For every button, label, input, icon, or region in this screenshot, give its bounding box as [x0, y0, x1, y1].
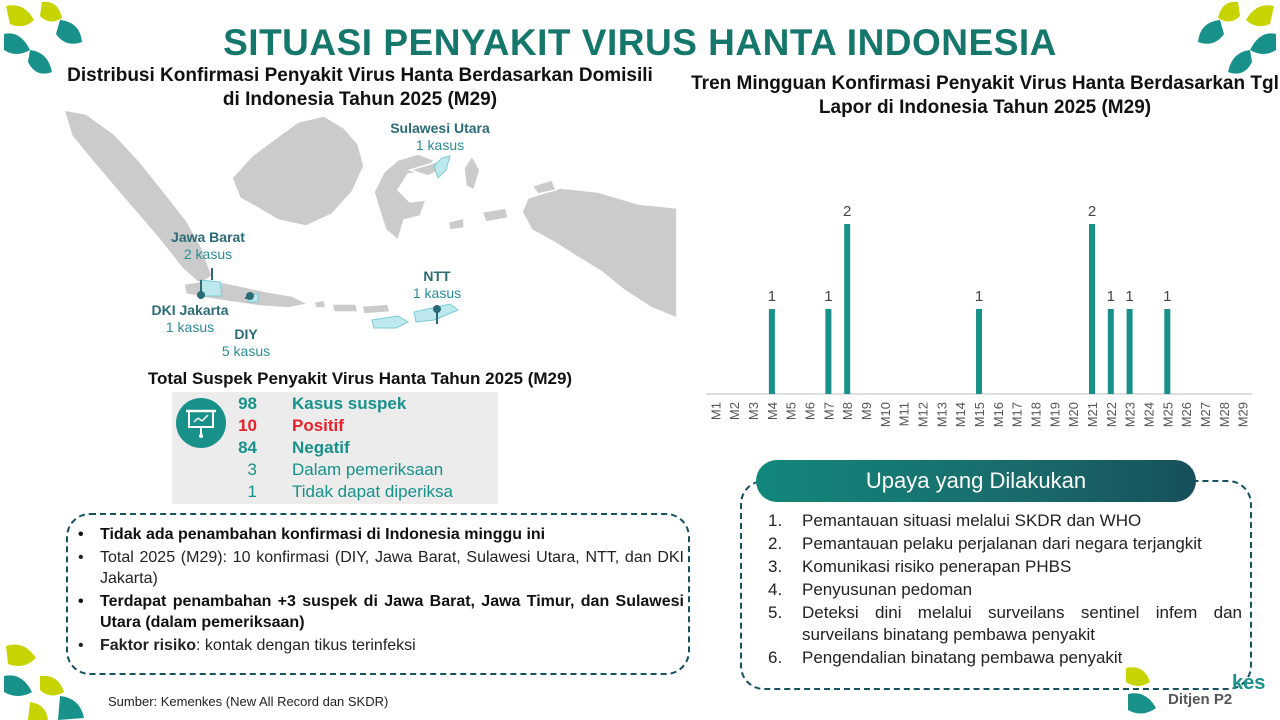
- suspek-label: Positif: [292, 416, 344, 435]
- region-count: 1 kasus: [415, 137, 465, 153]
- weekly-trend-chart: [700, 170, 1260, 440]
- label-jawa-barat: [148, 229, 268, 263]
- upaya-item: [764, 510, 1242, 532]
- data-label-m15: 1: [974, 288, 984, 305]
- tick-label-m8: M8: [840, 402, 856, 421]
- suspek-row-tidak-diperiksa: [232, 481, 502, 503]
- tick-label-m1: M1: [708, 402, 724, 421]
- label-diy: [206, 326, 286, 360]
- region-name: NTT: [423, 268, 451, 284]
- suspek-label: Kasus suspek: [292, 394, 407, 413]
- tick-label-m26: M26: [1179, 401, 1195, 428]
- tick-label-m19: M19: [1047, 402, 1063, 428]
- upaya-item: [764, 647, 1242, 669]
- tick-label-m3: M3: [746, 402, 762, 421]
- data-label-m7: 1: [824, 288, 833, 305]
- brand-logo-text: kes: [1232, 672, 1266, 694]
- chart-title: Tren Mingguan Konfirmasi Penyakit Virus Hanta Berdasarkan Tgl Lapor di Indonesia Tahun 2025 (M29): [691, 73, 1279, 118]
- bar-m25: [1164, 309, 1170, 394]
- notes-list: [78, 524, 684, 658]
- suspek-number: 84: [238, 438, 257, 457]
- tick-label-m23: M23: [1122, 402, 1138, 428]
- tick-label-m13: M13: [934, 402, 950, 428]
- tick-label-m7: M7: [821, 402, 837, 421]
- upaya-item-number: 1.: [768, 511, 783, 530]
- upaya-item-text: Penyusunan pedoman: [802, 580, 973, 599]
- tick-label-m6: M6: [802, 402, 818, 421]
- suspek-row-positif: [232, 415, 502, 437]
- tick-label-m17: M17: [1009, 402, 1025, 428]
- region-count: 2 kasus: [183, 246, 233, 262]
- bar-m7: [825, 309, 831, 394]
- bar-m23: [1127, 309, 1133, 394]
- bar-m4: [769, 309, 775, 394]
- upaya-list: [764, 510, 1242, 670]
- label-ntt: [392, 268, 482, 302]
- suspek-title: Total Suspek Penyakit Virus Hanta Tahun 2025 (M29): [147, 369, 573, 388]
- map-title: Distribusi Konfirmasi Penyakit Virus Hanta Berdasarkan Domisili di Indonesia Tahun 2025 (M29): [67, 65, 653, 110]
- suspek-number: 3: [247, 460, 257, 479]
- upaya-item: [764, 533, 1242, 555]
- note-item-rest: : kontak dengan tikus terinfeksi: [196, 637, 416, 654]
- tick-label-m16: M16: [990, 402, 1006, 428]
- tick-label-m18: M18: [1028, 402, 1044, 428]
- upaya-item: [764, 602, 1242, 646]
- page-title: SITUASI PENYAKIT VIRUS HANTA INDONESIA: [223, 22, 1057, 63]
- tick-label-m20: M20: [1066, 402, 1082, 428]
- note-item: • Tidak ada penambahan konfirmasi di Indonesia minggu ini: [78, 524, 684, 545]
- region-count: 5 kasus: [221, 343, 271, 359]
- note-item: [78, 635, 684, 656]
- data-label-m22: 1: [1106, 288, 1115, 305]
- tick-label-m5: M5: [783, 402, 799, 421]
- tick-label-m28: M28: [1216, 402, 1232, 428]
- suspek-label: Negatif: [292, 438, 350, 457]
- region-count: 1 kasus: [165, 319, 215, 335]
- source-note: Sumber: Kemenkes (New All Record dan SKDR): [108, 694, 389, 709]
- region-name: DKI Jakarta: [151, 302, 229, 318]
- region-name: Sulawesi Utara: [390, 120, 490, 136]
- bar-m21: [1089, 224, 1095, 394]
- data-label-m21: 2: [1087, 203, 1097, 220]
- bar-m8: [844, 224, 850, 394]
- note-item: • Total 2025 (M29): 10 konfirmasi (DIY, Jawa Barat, Sulawesi Utara, NTT, dan DKI Jakarta): [78, 547, 684, 589]
- suspek-number: 98: [238, 394, 257, 413]
- tick-label-m12: M12: [915, 402, 931, 428]
- tick-label-m22: M22: [1103, 402, 1119, 428]
- data-label-m23: 1: [1125, 288, 1134, 305]
- suspek-label: Dalam pemeriksaan: [292, 460, 444, 479]
- suspek-row-pemeriksaan: [232, 459, 502, 481]
- upaya-item-number: 5.: [768, 603, 783, 622]
- region-count: 1 kasus: [412, 285, 462, 301]
- tick-label-m29: M29: [1235, 402, 1251, 428]
- tick-label-m25: M25: [1160, 402, 1176, 428]
- brand-label: Ditjen P2: [1168, 691, 1233, 708]
- suspek-row-kasus: [232, 393, 502, 415]
- upaya-item-number: 2.: [768, 534, 783, 553]
- tick-label-m14: M14: [953, 402, 969, 428]
- upaya-item-number: 3.: [768, 557, 783, 576]
- suspek-number: 10: [238, 416, 257, 435]
- suspek-label: Tidak dapat diperiksa: [292, 482, 453, 501]
- upaya-item-text: Pemantauan pelaku perjalanan dari negara terjangkit: [802, 534, 1202, 553]
- note-item: • Terdapat penambahan +3 suspek di Jawa Barat, Jawa Timur, dan Sulawesi Utara (dalam pemeriksaan): [78, 591, 684, 633]
- tick-label-m24: M24: [1141, 402, 1157, 428]
- upaya-item-number: 4.: [768, 580, 783, 599]
- suspek-number: 1: [247, 482, 257, 501]
- suspek-row-negatif: [232, 437, 502, 459]
- data-label-m8: 2: [843, 203, 852, 220]
- upaya-item: [764, 556, 1242, 578]
- tick-label-m15: M15: [972, 402, 987, 428]
- upaya-item-number: 6.: [768, 648, 783, 667]
- tick-label-m10: M10: [877, 402, 893, 428]
- tick-label-m9: M9: [859, 402, 874, 421]
- upaya-item: [764, 579, 1242, 601]
- tick-label-m11: M11: [896, 402, 912, 427]
- tick-label-m27: M27: [1197, 402, 1213, 428]
- upaya-item-text: Komunikasi risiko penerapan PHBS: [802, 557, 1072, 576]
- bar-m15: [976, 309, 982, 394]
- data-label-m4: 1: [767, 288, 777, 305]
- region-name: Jawa Barat: [171, 229, 245, 245]
- tick-label-m4: M4: [764, 402, 780, 421]
- presentation-board-icon: [176, 398, 226, 448]
- data-label-m25: 1: [1163, 288, 1172, 305]
- label-sulawesi-utara: [372, 120, 508, 154]
- upaya-title: Upaya yang Dilakukan: [756, 460, 1196, 502]
- tick-label-m2: M2: [727, 402, 743, 421]
- tick-label-m21: M21: [1085, 402, 1100, 428]
- note-item-bold: Faktor risiko: [100, 637, 197, 654]
- upaya-item-text: Pemantauan situasi melalui SKDR dan WHO: [802, 511, 1142, 530]
- upaya-item-text: Pengendalian binatang pembawa penyakit: [802, 648, 1123, 667]
- bar-m22: [1108, 309, 1114, 394]
- region-name: DIY: [234, 326, 258, 342]
- upaya-item-text: Deteksi dini melalui surveilans sentinel infem dan surveilans binatang pembawa penyakit: [802, 603, 1242, 644]
